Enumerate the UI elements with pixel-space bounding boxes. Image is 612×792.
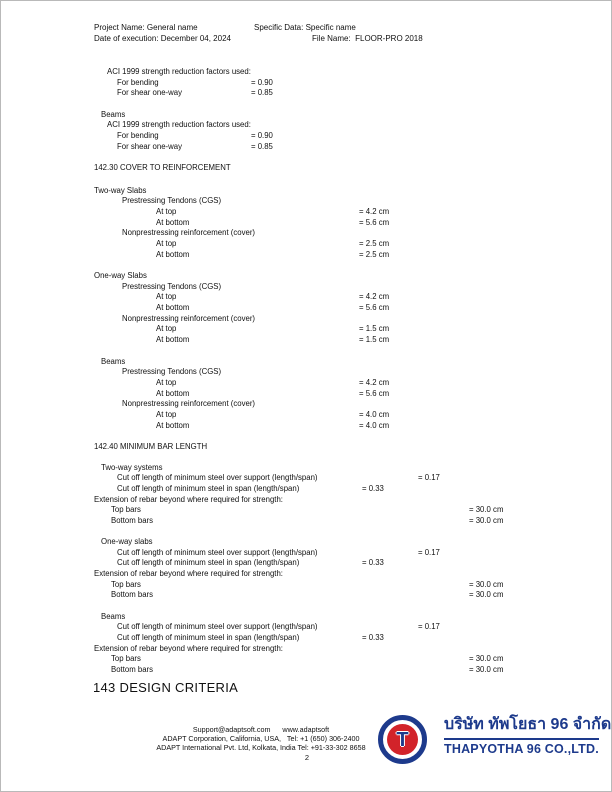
line-label: At bottom (156, 303, 190, 313)
line-label: At bottom (156, 388, 190, 398)
line-value: = 30.0 cm (469, 664, 504, 674)
header-project-name: Project Name: General name (94, 23, 198, 32)
document-line (94, 495, 594, 506)
line-label: Beams (101, 109, 126, 119)
document-line (94, 389, 594, 400)
line-value: = 0.33 (362, 483, 384, 493)
line-value: = 4.2 cm (359, 206, 390, 216)
header-execution-date: Date of execution: December 04, 2024 (94, 34, 231, 43)
document-line (94, 120, 594, 131)
document-line (94, 88, 594, 99)
document-line (94, 484, 594, 495)
document-line (94, 410, 594, 421)
line-value: = 5.6 cm (359, 388, 390, 398)
cover-beams (94, 357, 594, 432)
document-line (94, 218, 594, 229)
line-label: Beams (101, 356, 126, 366)
line-value: = 1.5 cm (359, 324, 390, 334)
document-line (94, 196, 594, 207)
document-line (94, 590, 594, 601)
line-value: = 0.90 (251, 131, 273, 141)
line-label: Top bars (111, 505, 141, 515)
line-label: For shear one-way (117, 141, 183, 151)
line-label: Nonprestressing reinforcement (cover) (122, 399, 256, 409)
line-label: ACI 1999 strength reduction factors used: (107, 120, 251, 130)
section-heading-142-40 (94, 442, 594, 453)
document-line (94, 110, 594, 121)
line-value: = 0.17 (418, 622, 440, 632)
line-label: One-way slabs (101, 537, 153, 546)
line-label: At bottom (156, 249, 190, 259)
logo-english-name: THAPYOTHA 96 CO.,LTD. (444, 742, 599, 756)
line-value: = 5.6 cm (359, 303, 390, 313)
document-line (94, 207, 594, 218)
document-line (94, 131, 594, 142)
document-line (94, 558, 594, 569)
line-label: Extension of rebar beyond where required for strength: (94, 569, 283, 579)
footer-corporation-line: ADAPT Corporation, California, USA, Tel: +1 (650) 306-2400 (162, 734, 360, 744)
line-label: At bottom (156, 420, 190, 430)
line-label: For shear one-way (117, 88, 183, 98)
line-label: 142.30 COVER TO REINFORCEMENT (94, 163, 231, 173)
document-line (94, 67, 594, 78)
document-line (94, 633, 594, 644)
cover-one-way-slabs (94, 271, 594, 346)
line-label: At bottom (156, 335, 190, 345)
line-label: One-way Slabs (94, 271, 147, 280)
line-label: Cut off length of minimum steel over support (length/span) (117, 473, 318, 483)
line-value: = 4.2 cm (359, 377, 390, 387)
header-file-name: File Name: FLOOR-PRO 2018 (312, 34, 423, 43)
line-value: = 1.5 cm (359, 335, 390, 345)
line-label: Prestressing Tendons (CGS) (122, 367, 222, 377)
logo-monogram: T (396, 728, 409, 751)
line-value: = 2.5 cm (359, 238, 390, 248)
footer-support-line: Support@adaptsoft.com www.adaptsoft (192, 725, 330, 734)
document-line (94, 78, 594, 89)
line-value: = 4.0 cm (359, 420, 390, 430)
line-label: At top (156, 292, 177, 302)
document-body (1, 1, 612, 792)
line-value: = 0.33 (362, 558, 384, 568)
document-line (94, 239, 594, 250)
document-line (94, 228, 594, 239)
line-label: Two-way Slabs (94, 185, 147, 195)
line-value: = 0.85 (251, 88, 273, 98)
line-label: 142.40 MINIMUM BAR LENGTH (94, 441, 208, 451)
line-label: At bottom (156, 217, 190, 227)
line-value: = 30.0 cm (469, 579, 504, 589)
document-line (94, 569, 594, 580)
document-line (94, 282, 594, 293)
document-line (94, 665, 594, 676)
document-line (94, 644, 594, 655)
document-line (94, 163, 594, 174)
line-label: ACI 1999 strength reduction factors used: (107, 67, 251, 76)
line-label: Cut off length of minimum steel over support (length/span) (117, 547, 318, 557)
line-label: Top bars (111, 654, 141, 664)
line-label: Bottom bars (111, 664, 154, 674)
document-line (94, 537, 594, 548)
document-line (94, 250, 594, 261)
line-label: Bottom bars (111, 515, 154, 525)
line-label: At top (156, 377, 177, 387)
line-label: Cut off length of minimum steel in span (length/span) (117, 558, 300, 568)
line-label: Extension of rebar beyond where required for strength: (94, 643, 283, 653)
line-value: = 5.6 cm (359, 217, 390, 227)
heading-143-design-criteria: 143 DESIGN CRITERIA (93, 680, 239, 695)
document-line (94, 463, 594, 474)
line-label: Prestressing Tendons (CGS) (122, 196, 222, 206)
line-value: = 0.33 (362, 632, 384, 642)
line-label: Bottom bars (111, 590, 154, 600)
document-line (94, 473, 594, 484)
header-specific-data: Specific Data: Specific name (254, 23, 356, 32)
document-line (94, 548, 594, 559)
line-label: Nonprestressing reinforcement (cover) (122, 313, 256, 323)
document-line (94, 314, 594, 325)
footer-international-line: ADAPT International Pvt. Ltd, Kolkata, India Tel: +91-33-302 8658 (156, 743, 366, 753)
document-line (94, 399, 594, 410)
line-label: Cut off length of minimum steel over support (length/span) (117, 622, 318, 632)
line-label: At top (156, 409, 177, 419)
line-label: At top (156, 238, 177, 248)
line-value: = 0.17 (418, 473, 440, 483)
line-label: Top bars (111, 579, 141, 589)
line-value: = 0.85 (251, 141, 273, 151)
line-value: = 4.0 cm (359, 409, 390, 419)
line-label: For bending (117, 131, 159, 141)
line-value: = 0.90 (251, 77, 273, 87)
line-value: = 4.2 cm (359, 292, 390, 302)
document-line (94, 271, 594, 282)
line-value: = 30.0 cm (469, 515, 504, 525)
line-label: Prestressing Tendons (CGS) (122, 281, 222, 291)
document-line (94, 654, 594, 665)
cover-two-way-slabs (94, 186, 594, 261)
document-line (94, 516, 594, 527)
section-heading-142-30 (94, 163, 594, 174)
document-line (94, 612, 594, 623)
line-label: Extension of rebar beyond where required for strength: (94, 494, 283, 504)
logo-thai-name: บริษัท ทัพโยธา 96 จำกัด (444, 716, 612, 733)
document-line (94, 442, 594, 453)
document-line (94, 335, 594, 346)
document-line (94, 324, 594, 335)
line-label: At top (156, 324, 177, 334)
document-line (94, 378, 594, 389)
document-line (94, 421, 594, 432)
line-value: = 30.0 cm (469, 590, 504, 600)
document-line (94, 580, 594, 591)
reduction-factors-beams (94, 110, 594, 153)
document-line (94, 303, 594, 314)
document-line (94, 186, 594, 197)
page-number: 2 (304, 753, 310, 762)
line-value: = 30.0 cm (469, 505, 504, 515)
document-line (94, 367, 594, 378)
line-label: Two-way systems (101, 462, 163, 472)
logo-red-disc (387, 724, 418, 755)
line-label: Cut off length of minimum steel in span (length/span) (117, 632, 300, 642)
reduction-factors-slabs (94, 67, 594, 99)
line-label: Beams (101, 611, 126, 621)
footer-contact-block (101, 725, 421, 753)
min-bar-two-way-systems (94, 463, 594, 527)
document-line (94, 357, 594, 368)
line-value: = 30.0 cm (469, 654, 504, 664)
line-value: = 0.17 (418, 547, 440, 557)
document-line (94, 292, 594, 303)
line-label: Nonprestressing reinforcement (cover) (122, 228, 256, 238)
line-label: At top (156, 206, 177, 216)
document-line (94, 622, 594, 633)
logo-text-column (444, 712, 612, 756)
document-line (94, 505, 594, 516)
min-bar-beams (94, 612, 594, 676)
line-value: = 2.5 cm (359, 249, 390, 259)
document-line (94, 142, 594, 153)
min-bar-one-way-slabs (94, 537, 594, 601)
logo-circle-icon (378, 715, 427, 764)
line-label: Cut off length of minimum steel in span (length/span) (117, 483, 300, 493)
company-logo (376, 712, 612, 774)
logo-divider (444, 738, 599, 740)
line-label: For bending (117, 77, 159, 87)
